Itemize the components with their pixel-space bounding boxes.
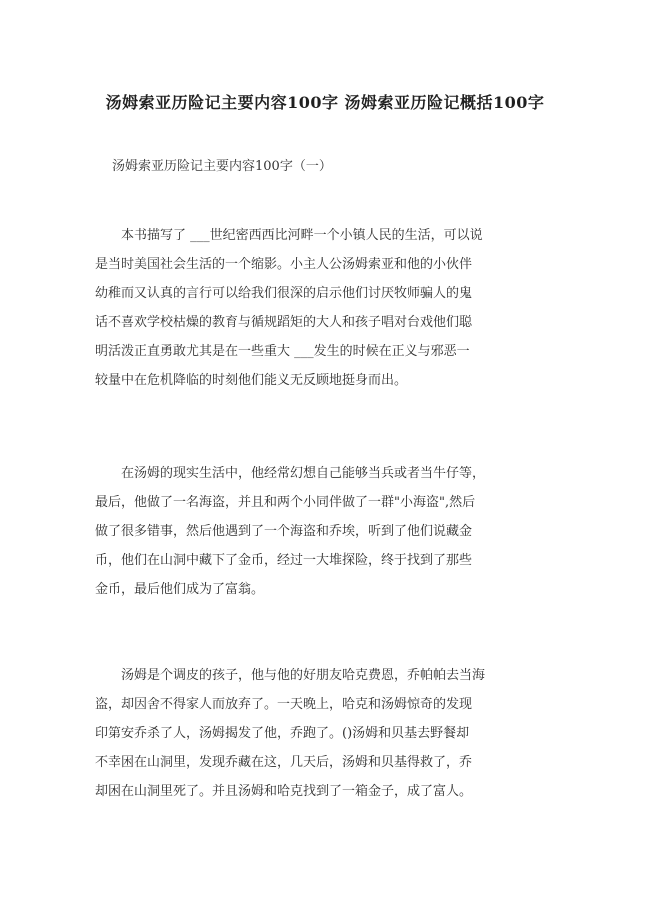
paragraph-line: 在汤姆的现实生活中，他经常幻想自己能够当兵或者当牛仔等， (121, 466, 486, 481)
paragraph-line: 币，他们在山洞中藏下了金币，经过一大堆探险，终于找到了那些 (95, 553, 473, 568)
paragraph-line: 汤姆是个调皮的孩子，他与他的好朋友哈克费恩，乔帕帕去当海 (121, 668, 486, 683)
paragraph-line: 最后，他做了一名海盗，并且和两个小同伴做了一群"小海盗",然后 (95, 495, 476, 510)
paragraph-2 (95, 459, 555, 604)
paragraph-1 (95, 221, 555, 395)
paragraph-line: 金币，最后他们成为了富翁。 (95, 582, 265, 597)
document-title: 汤姆索亚历险记主要内容100字 汤姆索亚历险记概括100字 (105, 93, 545, 112)
paragraph-line: 本书描写了 ___世纪密西西比河畔一个小镇人民的生活，可以说 (121, 228, 483, 243)
paragraph-line: 盗，却因舍不得家人而放弃了。一天晚上，哈克和汤姆惊奇的发现 (95, 697, 473, 712)
paragraph-line: 不幸困在山洞里，发现乔藏在这，几天后，汤姆和贝基得救了，乔 (95, 755, 473, 770)
paragraph-line: 印第安乔杀了人，汤姆揭发了他，乔跑了。()汤姆和贝基去野餐却 (95, 726, 470, 741)
paragraph-line: 是当时美国社会生活的一个缩影。小主人公汤姆索亚和他的小伙伴 (95, 257, 473, 272)
paragraph-line: 做了很多错事，然后他遇到了一个海盗和乔埃，听到了他们说藏金 (95, 524, 473, 539)
paragraph-line: 较量中在危机降临的时刻他们能义无反顾地挺身而出。 (95, 373, 408, 388)
paragraph-3 (95, 661, 555, 806)
paragraph-line: 幼稚而又认真的言行可以给我们很深的启示他们讨厌牧师骗人的鬼 (95, 286, 473, 301)
paragraph-line: 却困在山洞里死了。并且汤姆和哈克找到了一箱金子，成了富人。 (95, 784, 473, 799)
paragraph-line: 明活泼正直勇敢尤其是在一些重大 ___发生的时候在正义与邪恶一 (95, 344, 470, 359)
paragraph-line: 话不喜欢学校枯燥的教育与循规蹈矩的大人和孩子唱对台戏他们聪 (95, 315, 473, 330)
section-heading: 汤姆索亚历险记主要内容100字（一） (112, 159, 332, 174)
